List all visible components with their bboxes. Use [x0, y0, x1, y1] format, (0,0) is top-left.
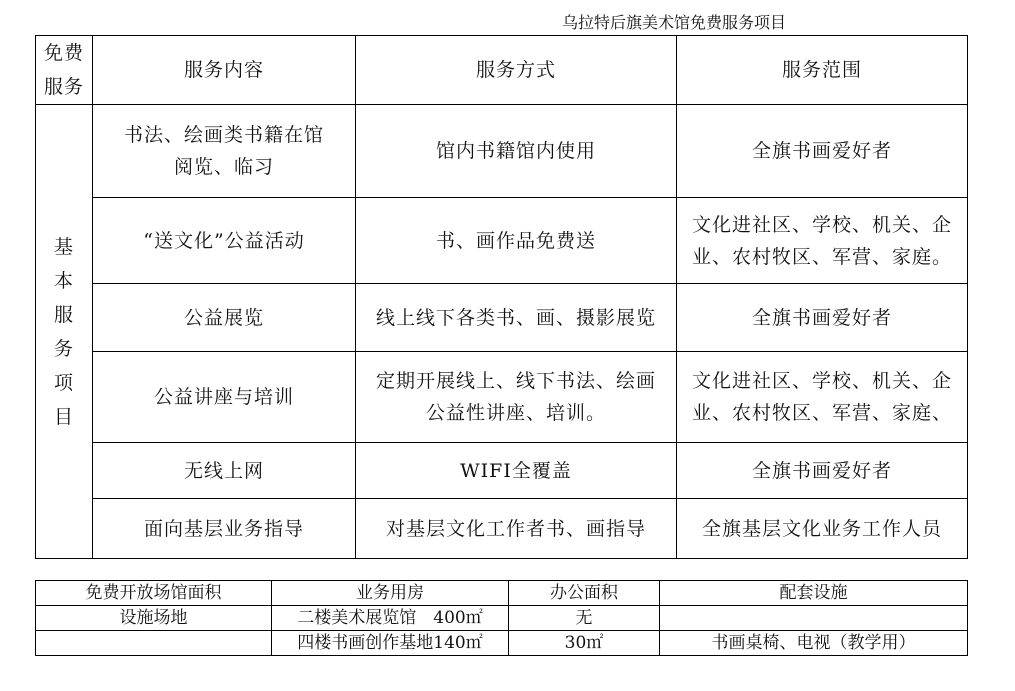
venue-cell: 四楼书画创作基地140㎡ — [272, 631, 509, 656]
header-venue-area: 免费开放场馆面积 — [36, 581, 272, 606]
venue-cell: 二楼美术展览馆 400㎡ — [272, 606, 509, 631]
header-facilities: 配套设施 — [660, 581, 968, 606]
row-content: “送文化”公益活动 — [93, 198, 356, 284]
venue-cell — [660, 606, 968, 631]
row-method: 线上线下各类书、画、摄影展览 — [356, 284, 677, 352]
row-method: 书、画作品免费送 — [356, 198, 677, 284]
category-cell: 基本服务项目 — [36, 105, 93, 559]
row-content: 无线上网 — [93, 443, 356, 499]
row-method: 馆内书籍馆内使用 — [356, 105, 677, 198]
venue-header-row — [36, 581, 968, 606]
row-scope: 全旗书画爱好者 — [677, 443, 968, 499]
row-content: 书法、绘画类书籍在馆阅览、临习 — [93, 105, 356, 198]
table-row — [36, 606, 968, 631]
table-row — [36, 198, 968, 284]
header-free-service: 免费 服务 — [36, 36, 93, 105]
row-scope: 全旗书画爱好者 — [677, 284, 968, 352]
document-title: 乌拉特后旗美术馆免费服务项目 — [562, 13, 787, 32]
services-header-row — [36, 36, 968, 105]
header-service-content: 服务内容 — [93, 36, 356, 105]
header-business-room: 业务用房 — [272, 581, 509, 606]
row-content: 公益讲座与培训 — [93, 352, 356, 443]
header-office-area: 办公面积 — [509, 581, 660, 606]
table-row — [36, 352, 968, 443]
venue-cell: 30㎡ — [509, 631, 660, 656]
row-scope: 全旗书画爱好者 — [677, 105, 968, 198]
row-scope: 文化进社区、学校、机关、企业、农村牧区、军营、家庭。 — [677, 198, 968, 284]
row-content: 公益展览 — [93, 284, 356, 352]
header-service-scope: 服务范围 — [677, 36, 968, 105]
venue-cell: 书画桌椅、电视（教学用） — [660, 631, 968, 656]
table-row — [36, 284, 968, 352]
venue-cell: 无 — [509, 606, 660, 631]
row-method: WIFI全覆盖 — [356, 443, 677, 499]
table-row — [36, 443, 968, 499]
row-method: 定期开展线上、线下书法、绘画公益性讲座、培训。 — [356, 352, 677, 443]
venue-cell — [36, 631, 272, 656]
services-table — [35, 35, 968, 559]
row-method: 对基层文化工作者书、画指导 — [356, 499, 677, 559]
venue-table — [35, 580, 968, 656]
table-row — [36, 631, 968, 656]
header-service-method: 服务方式 — [356, 36, 677, 105]
row-content: 面向基层业务指导 — [93, 499, 356, 559]
table-row — [36, 499, 968, 559]
row-scope: 全旗基层文化业务工作人员 — [677, 499, 968, 559]
row-scope: 文化进社区、学校、机关、企业、农村牧区、军营、家庭、 — [677, 352, 968, 443]
venue-cell: 设施场地 — [36, 606, 272, 631]
table-row — [36, 105, 968, 198]
